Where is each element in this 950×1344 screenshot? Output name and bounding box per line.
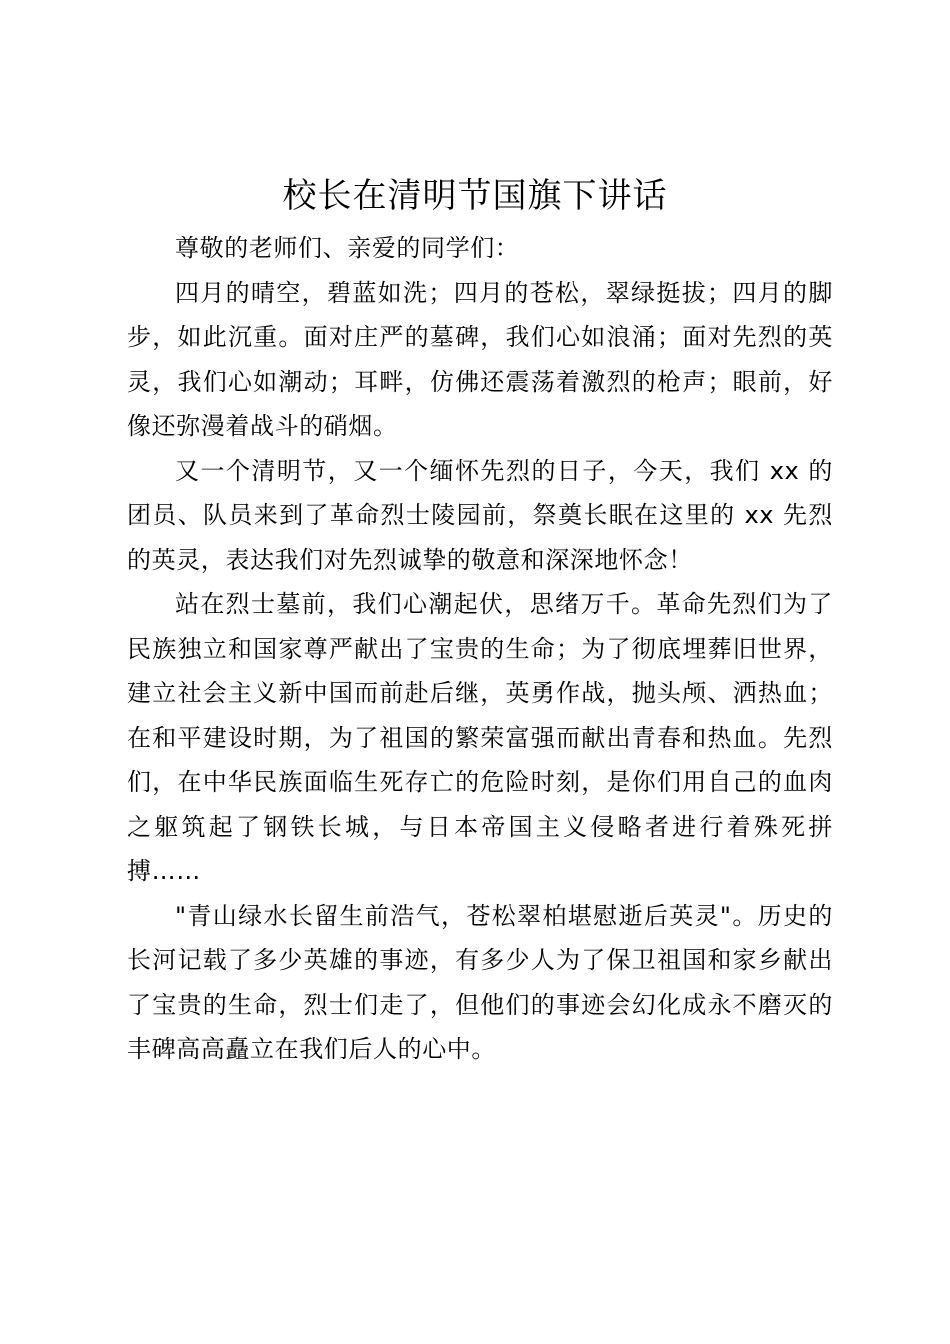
paragraph-1: 四月的晴空，碧蓝如洗；四月的苍松，翠绿挺拔；四月的脚步，如此沉重。面对庄严的墓碑，我们心如浪涌；面对先烈的英灵，我们心如潮动；耳畔，仿佛还震荡着激烈的枪声；眼前，好像还弥漫着战斗的硝烟。 [127, 278, 833, 440]
paragraph-4: "青山绿水长留生前浩气，苍松翠柏堪慰逝后英灵"。历史的长河记载了多少英雄的事迹，有多少人为了保卫祖国和家乡献出了宝贵的生命，烈士们走了，但他们的事迹会幻化成永不磨灭的丰碑高高矗立在我们后人的心中。 [127, 901, 833, 1063]
salutation: 尊敬的老师们、亲爱的同学们： [175, 234, 520, 262]
paragraph-3: 站在烈士墓前，我们心潮起伏，思绪万千。革命先烈们为了民族独立和国家尊严献出了宝贵的生命；为了彻底埋葬旧世界，建立社会主义新中国而前赴后继，英勇作战，抛头颅、洒热血；在和平建设时期，为了祖国的繁荣富强而献出青春和热血。先烈们，在中华民族面临生死存亡的危险时刻，是你们用自己的血肉之躯筑起了钢铁长城，与日本帝国主义侵略者进行着殊死拼搏…… [127, 590, 833, 885]
document-title: 校长在清明节国旗下讲话 [282, 176, 668, 216]
document-body [127, 226, 833, 1072]
paragraph-2: 又一个清明节，又一个缅怀先烈的日子，今天，我们 xx 的团员、队员来到了革命烈士陵园前，祭奠长眠在这里的 xx 先烈的英灵，表达我们对先烈诚挚的敬意和深深地怀念！ [127, 456, 833, 574]
